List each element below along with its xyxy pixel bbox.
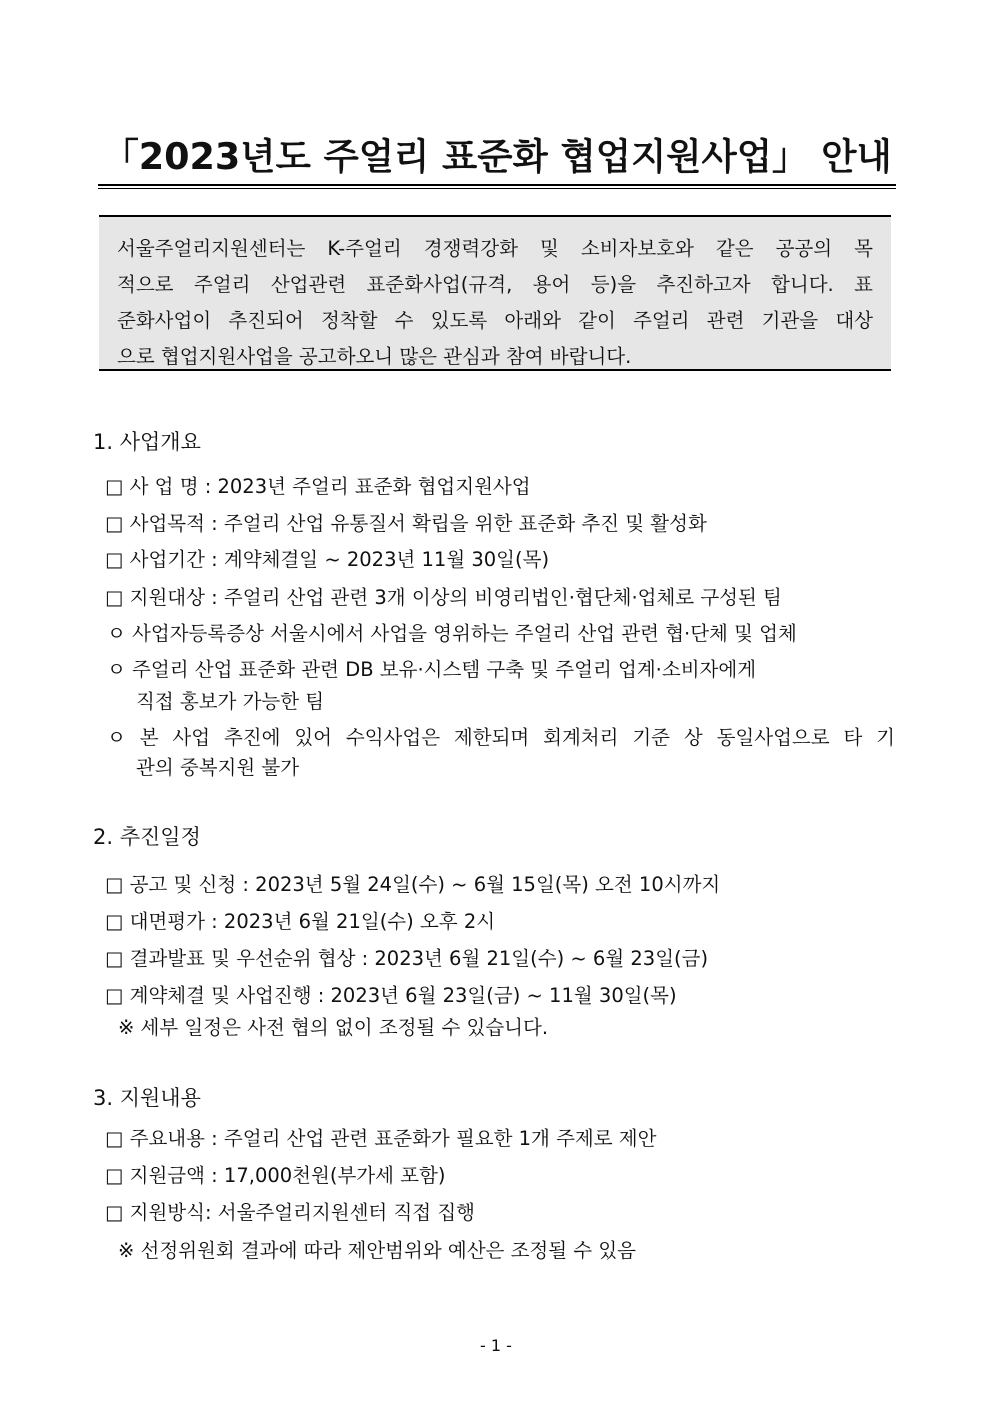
section1-item: □ 사업목적 : 주얼리 산업 유통질서 확립을 위한 표준화 추진 및 활성화 [105,512,707,535]
section1-item: □ 사 업 명 : 2023년 주얼리 표준화 협업지원사업 [105,475,531,498]
section3-note: ※ 선정위원회 결과에 따라 제안범위와 예산은 조정될 수 있음 [118,1239,637,1262]
intro-box [99,215,891,371]
document-title: 「2023년도 주얼리 표준화 협업지원사업」 안내 [102,135,892,178]
intro-line: 서울주얼리지원센터는 K-주얼리 경쟁력강화 및 소비자보호와 같은 공공의 목 [117,237,873,260]
section2-item: □ 대면평가 : 2023년 6월 21일(수) 오후 2시 [105,910,496,933]
section2-item: □ 결과발표 및 우선순위 협상 : 2023년 6월 21일(수) ~ 6월 23일(금) [105,947,709,970]
section2-heading: 2. 추진일정 [93,825,201,849]
page-number: - 1 - [480,1336,512,1355]
section1-sub-item: ㅇ 주얼리 산업 표준화 관련 DB 보유·시스템 구축 및 주얼리 업계·소비자에게 [107,658,757,681]
section1-sub-item: ㅇ 본 사업 추진에 있어 수익사업은 제한되며 회계처리 기준 상 동일사업으로 타 기 [107,726,895,749]
section1-sub-item-continued: 직접 홍보가 가능한 팀 [136,690,325,713]
section3-item: □ 지원방식: 서울주얼리지원센터 직접 집행 [105,1201,476,1224]
intro-line: 으로 협업지원사업을 공고하오니 많은 관심과 참여 바랍니다. [117,345,632,368]
section3-heading: 3. 지원내용 [93,1086,201,1110]
intro-line: 적으로 주얼리 산업관련 표준화사업(규격, 용어 등)을 추진하고자 합니다. 표 [117,273,873,296]
section1-sub-item: ㅇ 사업자등록증상 서울시에서 사업을 영위하는 주얼리 산업 관련 협·단체 및 업체 [107,622,797,645]
section1-item: □ 사업기간 : 계약체결일 ~ 2023년 11월 30일(목) [105,548,550,571]
title-rule-thin [98,188,896,189]
intro-line: 준화사업이 추진되어 정착할 수 있도록 아래와 같이 주얼리 관련 기관을 대상 [117,309,873,332]
section1-item: □ 지원대상 : 주얼리 산업 관련 3개 이상의 비영리법인·협단체·업체로 구성된 팀 [105,586,782,609]
section3-item: □ 주요내용 : 주얼리 산업 관련 표준화가 필요한 1개 주제로 제안 [105,1127,657,1150]
section2-item: □ 공고 및 신청 : 2023년 5월 24일(수) ~ 6월 15일(목) 오전 10시까지 [105,873,721,896]
section3-item: □ 지원금액 : 17,000천원(부가세 포함) [105,1164,446,1187]
section2-item: □ 계약체결 및 사업진행 : 2023년 6월 23일(금) ~ 11월 30일(목) [105,984,677,1007]
title-rule-thick [98,184,896,186]
section2-note: ※ 세부 일정은 사전 협의 없이 조정될 수 있습니다. [118,1016,549,1039]
section1-sub-item-continued: 관의 중복지원 불가 [136,756,300,779]
section1-heading: 1. 사업개요 [93,430,201,454]
